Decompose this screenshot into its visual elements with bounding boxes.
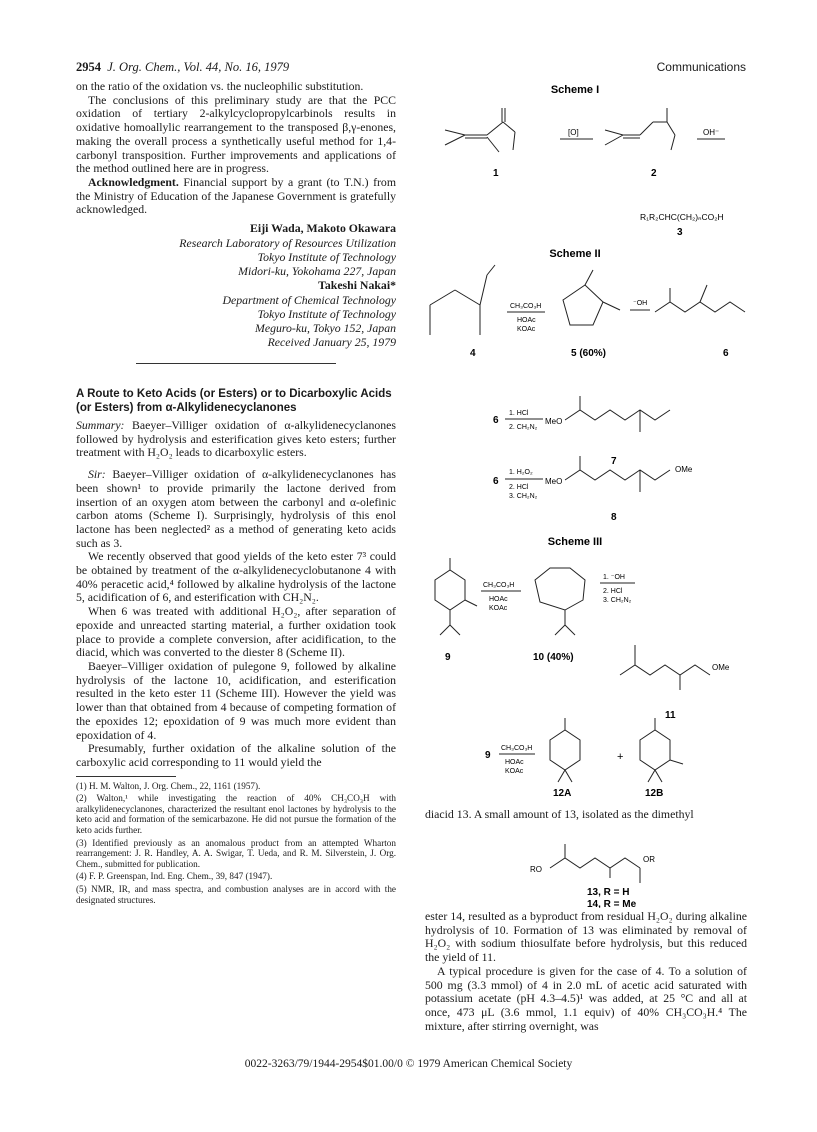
svg-text:OMe: OMe [675,465,693,474]
footnote-separator [76,776,176,777]
svg-text:HOAc: HOAc [489,596,508,603]
compound-12b-label: 12B [645,788,664,799]
compound-12a-label: 12A [553,788,572,799]
compound-14-label: 14, R = Me [587,899,637,908]
compound-8-label: 8 [611,512,617,523]
compound-2-label: 2 [651,168,657,179]
svg-text:1. H₂O₂: 1. H₂O₂ [509,469,533,476]
svg-text:KOAc: KOAc [505,768,524,775]
compound-10-label: 10 (40%) [533,652,574,663]
compound-12b-structure [640,718,683,782]
compound-9-label: 9 [445,652,451,663]
footnotes [76,781,396,906]
svg-text:2. CH₂N₂: 2. CH₂N₂ [509,424,538,431]
svg-text:CH₃CO₃H: CH₃CO₃H [483,582,515,589]
footnote-4: (4) F. P. Greenspan, Ind. Eng. Chem., 39, 847 (1947). [76,871,273,882]
svg-text:⁻OH: ⁻OH [633,300,648,307]
compound-12a-structure [550,718,580,782]
para-2: We recently observed that good yields of the keto ester 7³ could be obtained by treatment of the α-alkylidenecyclobutanone 4 with 40% peracetic acid,⁴ followed by alkaline hydrolysis of the lactone 5, acidification of 6, and esterification with CH₂N₂. [76,549,396,605]
svg-text:1. HCl: 1. HCl [509,410,529,417]
compound-7-structure [565,396,670,432]
compound-1-label: 1 [493,168,499,179]
article-title: A Route to Keto Acids (or Esters) or to Dicarboxylic Acids (or Esters) from α-Alkylidenecyclanones [76,388,392,414]
svg-text:KOAc: KOAc [489,605,508,612]
affiliation-1-line-1: Research Laboratory of Resources Utilization [179,236,396,251]
compound-5-structure [563,270,620,325]
svg-text:KOAc: KOAc [517,326,536,333]
compound-3-formula: R₁R₂CHC(CH₂)ₙCO₂H [640,212,724,222]
compound-13-14-structure [550,844,640,883]
right-column-bottom [425,910,747,1033]
footnote-1: (1) H. M. Walton, J. Org. Chem., 22, 1161 (1957). [76,780,261,791]
para-5: Presumably, further oxidation of the alkaline solution of the carboxylic acid corresponding to 11 would yield the [76,741,396,769]
affiliation-2-line-1: Department of Chemical Technology [222,293,396,308]
compound-10-structure [535,568,585,635]
para-8: A typical procedure is given for the case of 4. To a solution of 500 mg (3.3 mmol) of 4 in 2.0 mL of acetic acid saturated with potassium acetate (pH 4.3–4.5)¹ was added, at 25 °C and all at once, 473 μL (3.6 mmol, 1.1 equiv) of 40% CH₃CO₃H.⁴ The mixture, after stirring overnight, was [425,963,747,1033]
compound-4-label: 4 [470,348,476,359]
svg-text:9: 9 [485,750,491,761]
compound-9-structure [435,558,477,635]
compound-11-structure [620,645,710,690]
compound-1-structure [445,108,515,152]
compound-4-structure [430,265,495,335]
compound-7-label: 7 [611,456,617,467]
svg-text:[O]: [O] [568,128,579,137]
authors-2: Takeshi Nakai* [318,278,396,293]
affiliation-1-line-2: Tokyo Institute of Technology [257,250,396,265]
affiliation-2-line-3: Meguro-ku, Tokyo 152, Japan [255,321,396,336]
page-footer: 0022-3263/79/1944-2954$01.00/0 © 1979 American Chemical Society [244,1058,573,1070]
received-date: Received January 25, 1979 [267,335,396,350]
svg-text:OR: OR [643,855,655,864]
compound-2-structure [605,108,675,150]
para-7: ester 14, resulted as a byproduct from residual H₂O₂ during alkaline hydrolysis of 10. Formation of 13 was eliminated by removal of H₂O₂ with sodium thiosulfate before hydrolysis, but this reduced the yield of 11. [425,909,747,965]
svg-text:3. CH₂N₂: 3. CH₂N₂ [509,493,538,500]
svg-text:HOAc: HOAc [505,759,524,766]
svg-text:CH₃CO₃H: CH₃CO₃H [501,745,533,752]
affiliation-1-line-3: Midori-ku, Yokohama 227, Japan [238,264,396,279]
para-3: When 6 was treated with additional H₂O₂, after separation of epoxide and unreacted starting material, a further oxidation took place to provide a complete conversion, after acidification, to the diacid, which was converted to the diester 8 (Scheme II). [76,604,396,660]
scheme-2-title: Scheme II [549,248,601,260]
acknowledgment: Acknowledgment. Financial support by a grant (to T.N.) from the Ministry of Education of the Japanese Government is gratefully acknowledged. [76,174,396,217]
para-4: Baeyer–Villiger oxidation of pulegone 9, followed by alkaline hydrolysis of the lactone 10, acidification, and esterification resulted in the keto ester 11 (Scheme III). However the yield was lower than that obtained from 4 because of competing formation of the epoxides 12; epoxidation of 9 was much more evident than epoxidation of 4. [76,658,396,742]
schemes-figure [425,80,750,800]
svg-text:+: + [617,751,624,763]
svg-text:6: 6 [493,476,499,487]
footnote-5: (5) NMR, IR, and mass spectra, and combustion analyses are in accord with the designated structures. [76,883,396,905]
svg-text:2. HCl: 2. HCl [603,588,623,595]
journal-citation: J. Org. Chem., Vol. 44, No. 16, 1979 [107,60,290,74]
left-column [76,80,396,905]
compound-13-label: 13, R = H [587,887,630,898]
compound-13-14-figure [425,828,750,908]
compound-3-label: 3 [677,227,683,238]
svg-text:OMe: OMe [712,663,730,672]
section-name: Communications [656,60,746,74]
page-number: 2954 [76,60,101,74]
prev-continuation: on the ratio of the oxidation vs. the nucleophilic substitution. [76,79,364,93]
right-column-text [425,808,747,822]
running-header [76,60,746,76]
prev-conclusion: The conclusions of this preliminary study are that the PCC oxidation of tertiary 2-alkylcyclopropylcarbinols results in oxidative homoallylic rearrangement to the transposed β,γ-enones, making the overall process a synthetically useful method for 1,4-carbonyl transposition. Further improvements and applications of the method outlined here are in progress. [76,92,396,176]
compound-5-label: 5 (60%) [571,348,607,359]
svg-text:RO: RO [530,865,542,874]
svg-text:MeO: MeO [545,477,563,486]
svg-text:OH⁻: OH⁻ [703,128,720,137]
compound-8-structure [565,456,670,492]
summary: Summary: Baeyer–Villiger oxidation of α-alkylidenecyclanones followed by hydrolysis and esterification gives keto esters; further treatment with H₂O₂ leads to dicarboxylic esters. [76,418,396,460]
footnote-2: (2) Walton,¹ while investigating the reaction of 40% CH₃CO₃H with aralkylidenecyclanones, characterized the resultant enol lactones by hydrolysis to the keto acid and formation of the semicarbazone. He did not pursue the formation of the keto acids further. [76,793,396,835]
para-6: diacid 13. A small amount of 13, isolated as the dimethyl [425,807,694,821]
compound-6-structure [655,285,745,312]
compound-6-label: 6 [723,348,729,359]
para-1: Sir: Baeyer–Villiger oxidation of α-alkylidenecyclanones has been shown¹ to provide primarily the lactone derived from insertion of an oxygen atom between the carbonyl and α-olefinic carbon atoms (Scheme I). Surprisingly, hydrolysis of this enol lactone has been neglected² as a method of generating keto acids such as 3. [76,467,396,550]
svg-text:HOAc: HOAc [517,317,536,324]
compound-11-label: 11 [665,710,676,721]
scheme-3-title: Scheme III [547,536,603,548]
svg-text:2. HCl: 2. HCl [509,484,529,491]
svg-text:CH₃CO₃H: CH₃CO₃H [510,303,542,310]
article-separator [136,363,336,364]
authors-1: Eiji Wada, Makoto Okawara [250,221,396,236]
footnote-3: (3) Identified previously as an anomalous product from an attempted Wharton rearrangement: J. R. Handley, A. A. Swigar, T. Ueda, and R. M. Silverstein, J. Org. Chem., submitted for publication. [76,837,396,869]
scheme-1-title: Scheme I [550,84,600,96]
affiliation-2-line-2: Tokyo Institute of Technology [257,307,396,322]
svg-text:6: 6 [493,415,499,426]
svg-text:3. CH₂N₂: 3. CH₂N₂ [603,597,632,604]
svg-text:1. ⁻OH: 1. ⁻OH [603,574,625,581]
svg-text:MeO: MeO [545,417,563,426]
